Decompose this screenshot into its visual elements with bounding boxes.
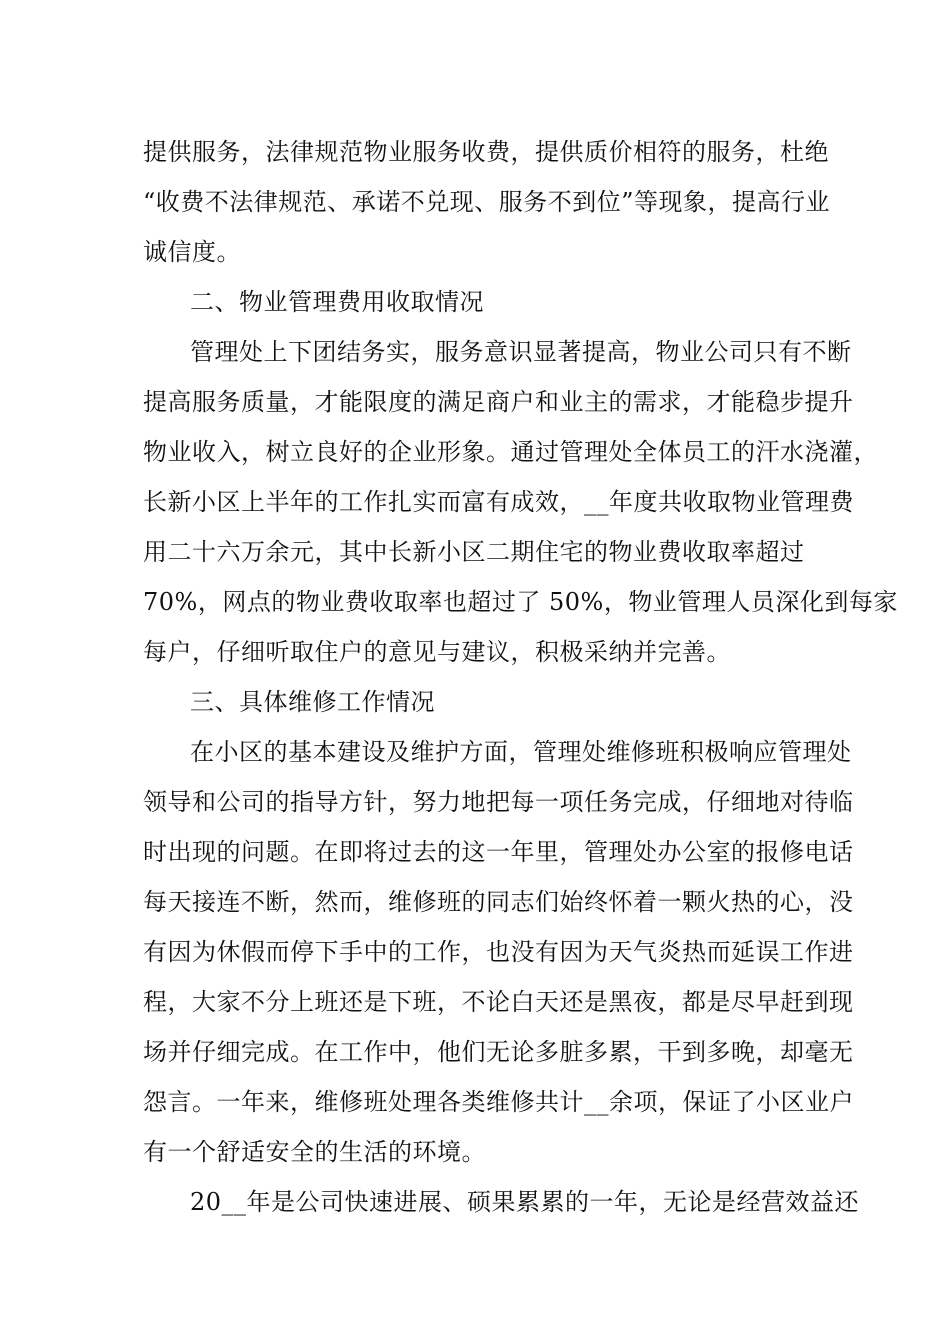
text-line-15: 时出现的问题。在即将过去的这一年里，管理处办公室的报修电话 bbox=[143, 838, 854, 866]
text-line-13: 在小区的基本建设及维护方面，管理处维修班积极响应管理处 bbox=[190, 738, 852, 766]
text-line-19: 场并仔细完成。在工作中，他们无论多脏多累，干到多晚，却毫无 bbox=[143, 1038, 854, 1066]
text-line-3: 诚信度。 bbox=[143, 238, 241, 266]
section-heading-2: 二、物业管理费用收取情况 bbox=[190, 288, 484, 316]
text-line-22: 20__年是公司快速进展、硕果累累的一年，无论是经营效益还 bbox=[190, 1188, 860, 1216]
section-heading-3: 三、具体维修工作情况 bbox=[190, 688, 435, 716]
text-line-14: 领导和公司的指导方针，努力地把每一项任务完成，仔细地对待临 bbox=[143, 788, 854, 816]
text-line-5: 管理处上下团结务实，服务意识显著提高，物业公司只有不断 bbox=[190, 338, 852, 366]
text-line-18: 程，大家不分上班还是下班，不论白天还是黑夜，都是尽早赶到现 bbox=[143, 988, 854, 1016]
text-line-7: 物业收入，树立良好的企业形象。通过管理处全体员工的汗水浇灌， bbox=[143, 438, 878, 466]
text-line-16: 每天接连不断，然而，维修班的同志们始终怀着一颗火热的心，没 bbox=[143, 888, 854, 916]
text-line-10: 70%，网点的物业费收取率也超过了 50%，物业管理人员深化到每家 bbox=[143, 588, 898, 616]
text-line-6: 提高服务质量，才能限度的满足商户和业主的需求，才能稳步提升 bbox=[143, 388, 854, 416]
text-line-2: “收费不法律规范、承诺不兑现、服务不到位”等现象，提高行业 bbox=[143, 188, 831, 216]
text-line-1: 提供服务，法律规范物业服务收费，提供质价相符的服务，杜绝 bbox=[143, 138, 829, 166]
text-line-21: 有一个舒适安全的生活的环境。 bbox=[143, 1138, 486, 1166]
text-line-9: 用二十六万余元，其中长新小区二期住宅的物业费收取率超过 bbox=[143, 538, 805, 566]
text-line-17: 有因为休假而停下手中的工作，也没有因为天气炎热而延误工作进 bbox=[143, 938, 854, 966]
text-line-20: 怨言。一年来，维修班处理各类维修共计__余项，保证了小区业户 bbox=[143, 1088, 854, 1116]
text-line-8: 长新小区上半年的工作扎实而富有成效，__年度共收取物业管理费 bbox=[143, 488, 854, 516]
text-line-11: 每户，仔细听取住户的意见与建议，积极采纳并完善。 bbox=[143, 638, 731, 666]
